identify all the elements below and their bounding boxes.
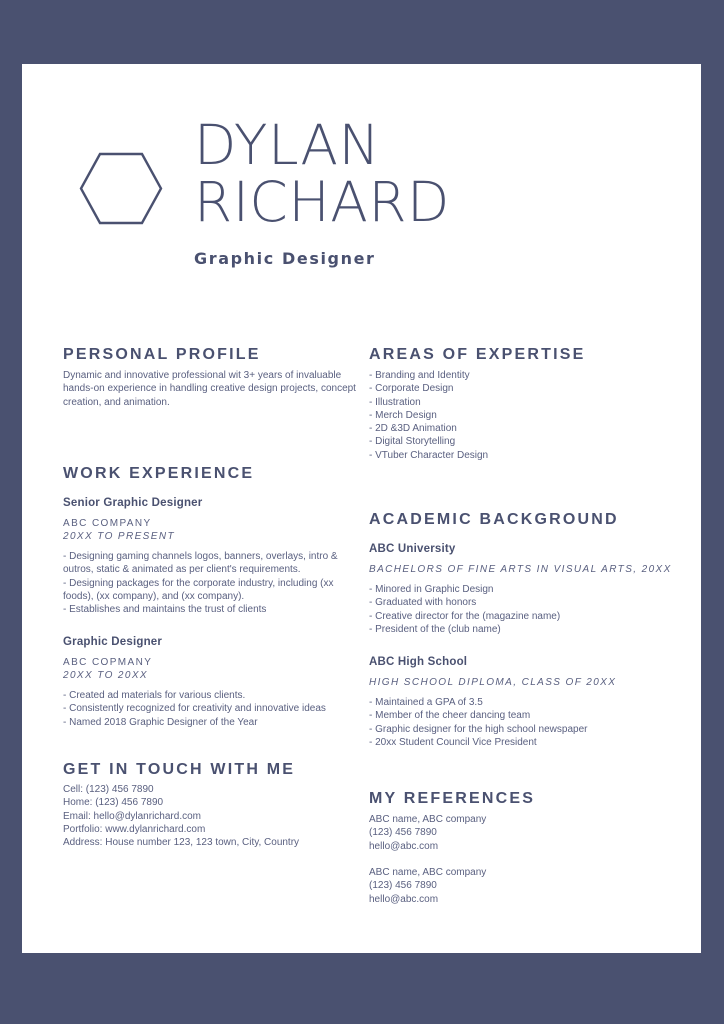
academic-background-heading: ACADEMIC BACKGROUND [369, 511, 619, 528]
work-experience-heading: WORK EXPERIENCE [63, 465, 255, 482]
job-company: ABC COMPANY [63, 518, 152, 529]
expertise-item: - Corporate Design [369, 383, 454, 395]
expertise-item: - Illustration [369, 396, 421, 408]
expertise-item: - VTuber Character Design [369, 449, 489, 461]
job-duty: - Created ad materials for various clients. [63, 690, 246, 701]
job-title: Graphic Designer [194, 249, 376, 268]
profile-line: creation, and animation. [63, 396, 170, 408]
achievement-item: - Minored in Graphic Design [369, 584, 494, 595]
profile-line: hands-on experience in handling creative design projects, concept [63, 383, 356, 395]
achievement-item: - Maintained a GPA of 3.5 [369, 697, 483, 708]
expertise-list [369, 369, 488, 462]
job-duty: - Named 2018 Graphic Designer of the Year [63, 716, 258, 728]
expertise-item: - Digital Storytelling [369, 436, 456, 448]
contact-address: Address: House number 123, 123 town, City, Country [63, 837, 300, 849]
reference-name: ABC name, ABC company [369, 867, 487, 878]
job-duty: - Establishes and maintains the trust of clients [63, 604, 267, 616]
achievement-item: - Graduated with honors [369, 597, 477, 609]
areas-of-expertise-heading: AREAS OF EXPERTISE [369, 346, 586, 363]
job-period: 20XX TO PRESENT [63, 531, 175, 542]
job-duty: foods), (xx company), and (xx company). [63, 590, 245, 602]
expertise-item: - 2D &3D Animation [369, 423, 457, 435]
school-degree: BACHELORS OF FINE ARTS IN VISUAL ARTS, 20XX [369, 564, 672, 575]
first-name: DYLAN [194, 113, 381, 177]
expertise-item: - Branding and Identity [369, 370, 470, 381]
contact-cell: Cell: (123) 456 7890 [63, 784, 154, 795]
last-name: RICHARD [194, 170, 450, 234]
achievement-item: - Graphic designer for the high school newspaper [369, 723, 588, 735]
job-duties [63, 689, 326, 729]
job-duty: outros, static & animated as per client's requirements. [63, 564, 301, 576]
job-duty: - Designing gaming channels logos, banners, overlays, intro & [63, 551, 338, 562]
job-position: Senior Graphic Designer [63, 497, 203, 509]
job-duty: - Consistently recognized for creativity and innovative ideas [63, 703, 326, 715]
reference-email[interactable]: hello@abc.com [369, 840, 439, 852]
job-company: ABC COPMANY [63, 657, 153, 668]
references-heading: MY REFERENCES [369, 790, 536, 807]
job-duties [63, 550, 338, 616]
reference-phone: (123) 456 7890 [369, 827, 437, 839]
achievement-item: - 20xx Student Council Vice President [369, 736, 537, 748]
profile-line: Dynamic and innovative professional wit 3+ years of invaluable [63, 370, 342, 381]
job-position: Graphic Designer [63, 636, 163, 648]
job-duty: - Designing packages for the corporate industry, including (xx [63, 577, 334, 589]
job-period: 20XX TO 20XX [63, 670, 148, 681]
school-degree: HIGH SCHOOL DIPLOMA, CLASS OF 20XX [369, 677, 617, 688]
personal-profile-text [63, 369, 356, 409]
hexagon-logo-icon [79, 152, 163, 225]
contact-portfolio[interactable]: Portfolio: www.dylanrichard.com [63, 823, 206, 835]
reference-entry [369, 813, 486, 853]
reference-phone: (123) 456 7890 [369, 880, 437, 892]
contact-details [63, 783, 299, 849]
school-achievements [369, 696, 587, 749]
expertise-item: - Merch Design [369, 409, 437, 421]
school-achievements [369, 583, 560, 636]
school-name: ABC High School [369, 656, 468, 668]
achievement-item: - President of the (club name) [369, 623, 501, 635]
contact-home: Home: (123) 456 7890 [63, 797, 164, 809]
contact-email[interactable]: Email: hello@dylanrichard.com [63, 810, 201, 822]
reference-name: ABC name, ABC company [369, 814, 487, 825]
reference-email[interactable]: hello@abc.com [369, 893, 439, 905]
personal-profile-heading: PERSONAL PROFILE [63, 346, 261, 363]
school-name: ABC University [369, 543, 456, 555]
achievement-item: - Creative director for the (magazine name) [369, 610, 561, 622]
reference-entry [369, 866, 486, 906]
achievement-item: - Member of the cheer dancing team [369, 710, 531, 722]
contact-heading: GET IN TOUCH WITH ME [63, 761, 296, 778]
